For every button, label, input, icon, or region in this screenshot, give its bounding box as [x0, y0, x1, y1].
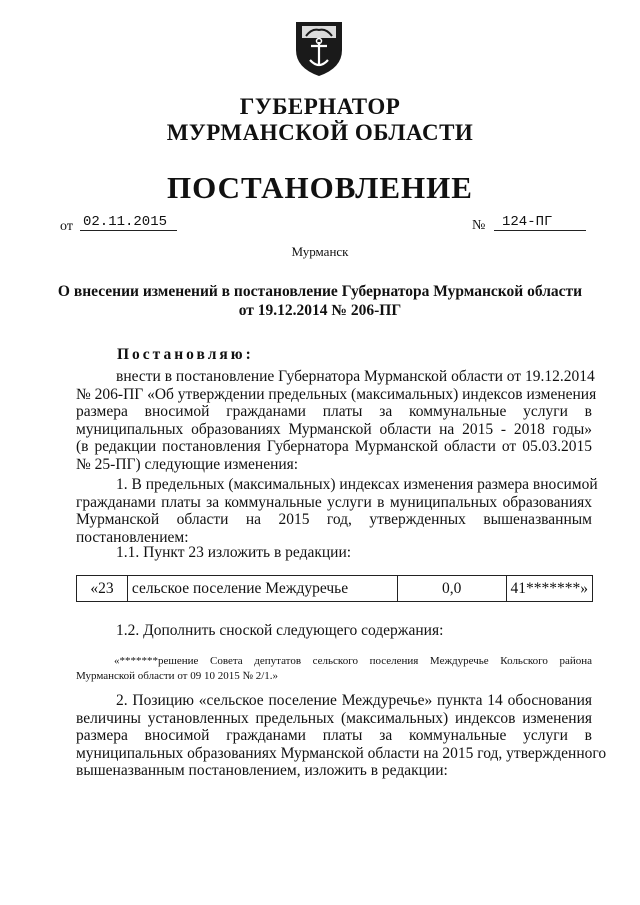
decree-word: Постановляю: — [117, 346, 254, 363]
governor-title: ГУБЕРНАТОР — [239, 94, 401, 119]
text-line: гражданами платы за коммунальные услуги в муниципальных образованиях — [76, 493, 592, 511]
replacement-table — [76, 575, 593, 602]
text-line: размера вносимой гражданами платы за коммунальные услуги в — [76, 727, 592, 744]
footnote — [76, 654, 592, 684]
item-1-2 — [76, 622, 592, 640]
text-line: № 25-ПГ) следующие изменения: — [76, 455, 299, 473]
text-line: муниципальных образованиях Мурманской области на 2015 год, утвержденного — [76, 744, 607, 762]
city: Мурманск — [291, 244, 349, 259]
document-type: ПОСТАНОВЛЕНИЕ — [167, 170, 473, 205]
subject-line: от 19.12.2014 № 206-ПГ — [238, 302, 402, 319]
text-line: муниципальных образованиях Мурманской области на 2015 - 2018 годы» — [76, 420, 592, 438]
intro-paragraph — [76, 368, 597, 473]
document-subject — [40, 282, 600, 320]
table-row — [77, 576, 593, 602]
coat-of-arms-icon — [292, 16, 346, 78]
text-line: вышеназванным постановлением, изложить в редакции: — [76, 762, 448, 779]
text-line: Мурманской области на 2015 год, утвержденных вышеназванным — [76, 511, 592, 528]
footnote-line: Мурманской области от 09 10 2015 № 2/1.» — [76, 670, 279, 682]
text-line: размера вносимой гражданами платы за коммунальные услуги в — [76, 403, 592, 420]
row-value: 0,0 — [397, 576, 506, 602]
text-line: постановлением: — [76, 528, 189, 546]
text-line: 2. Позицию «сельское поселение Междуречье» пункта 14 обоснования — [116, 692, 592, 709]
text-line: 1.1. Пункт 23 изложить в редакции: — [116, 544, 352, 561]
settlement-name: сельское поселение Междуречье — [127, 576, 397, 602]
text-line: величины установленных предельных (максимальных) индексов изменения — [76, 709, 592, 727]
number-value: 124-ПГ — [494, 214, 586, 231]
date-value: 02.11.2015 — [80, 214, 177, 231]
number-label: № — [472, 218, 486, 233]
item-2-paragraph — [76, 692, 607, 780]
row-number: «23 — [77, 576, 128, 602]
text-line: (в редакции постановления Губернатора Мурманской области от 05.03.2015 — [76, 438, 592, 455]
subject-line: О внесении изменений в постановление Губернатора Мурманской области — [57, 283, 583, 300]
text-line: 1.2. Дополнить сноской следующего содержания: — [116, 622, 444, 639]
region-title: МУРМАНСКОЙ ОБЛАСТИ — [166, 120, 474, 145]
text-line: внести в постановление Губернатора Мурманской области от 19.12.2014 — [116, 368, 595, 385]
footnote-line: «*******решение Совета депутатов сельского поселения Междуречье Кольского района — [114, 655, 592, 667]
item-1-paragraph — [76, 476, 598, 546]
date-label: от — [60, 219, 73, 234]
text-line: 1. В предельных (максимальных) индексах изменения размера вносимой — [116, 476, 598, 493]
text-line: № 206-ПГ «Об утверждении предельных (максимальных) индексов изменения — [76, 385, 597, 403]
item-1-1 — [76, 544, 592, 562]
row-index: 41*******» — [506, 576, 593, 602]
